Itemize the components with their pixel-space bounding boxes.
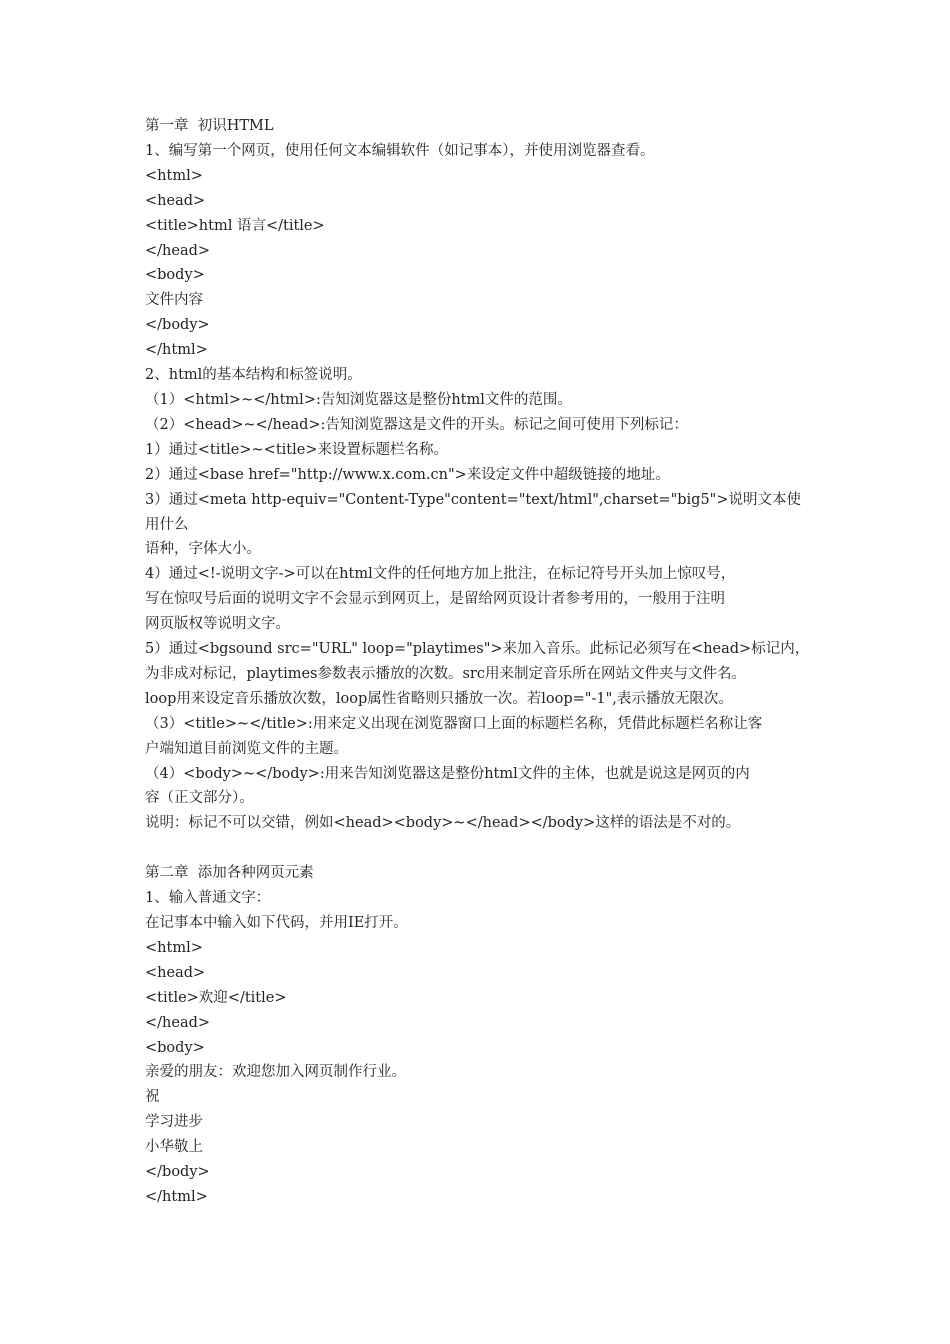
text-line: 语种，字体大小。 — [145, 541, 261, 558]
text-line: <body> — [145, 1039, 205, 1056]
text-line: 第二章 添加各种网页元素 — [145, 865, 314, 882]
text-line: 网页版权等说明文字。 — [145, 616, 290, 633]
text-line: <title>html 语言</title> — [145, 217, 325, 234]
text-line: 容（正文部分）。 — [145, 790, 254, 807]
text-line: 说明：标记不可以交错，例如<head><body>~</head></body>这样的语法是不对的。 — [145, 815, 741, 832]
text-line: 5）通过<bgsound src="URL" loop="playtimes">来加入音乐。此标记必须写在<head>标记内， — [145, 641, 810, 658]
text-line: </html> — [145, 1188, 208, 1205]
text-line: </html> — [145, 342, 208, 359]
text-line: <html> — [145, 167, 203, 184]
document-body — [145, 114, 811, 1210]
text-line: 1、输入普通文字： — [145, 890, 271, 907]
text-line: </head> — [145, 242, 211, 259]
text-line: 文件内容 — [145, 292, 203, 309]
blank-line — [145, 836, 811, 861]
text-line: <head> — [145, 964, 206, 981]
text-line: <html> — [145, 939, 203, 956]
text-line: 小华敬上 — [145, 1139, 203, 1156]
text-line: 学习进步 — [145, 1114, 203, 1131]
text-line: 2、html的基本结构和标签说明。 — [145, 367, 362, 384]
text-line: <title>欢迎</title> — [145, 989, 287, 1006]
text-line: 祝 — [145, 1089, 160, 1106]
text-line: 2）通过<base href="http://www.x.com.cn">来设定文件中超级链接的地址。 — [145, 466, 670, 483]
text-line: 为非成对标记，playtimes参数表示播放的次数。src用来制定音乐所在网站文件夹与文件名。 — [145, 665, 746, 682]
text-line: </body> — [145, 1164, 210, 1181]
text-line: 第一章 初识HTML — [145, 118, 274, 134]
text-line: （2）<head>~</head>:告知浏览器这是文件的开头。标记之间可使用下列标记： — [145, 416, 688, 433]
text-line: （3）<title>~</title>:用来定义出现在浏览器窗口上面的标题栏名称，凭借此标题栏名称让客 — [145, 715, 763, 732]
text-line: 1、编写第一个网页，使用任何文本编辑软件（如记事本），并使用浏览器查看。 — [145, 142, 655, 159]
text-line: 1）通过<title>~<title>来设置标题栏名称。 — [145, 441, 448, 458]
text-line: loop用来设定音乐播放次数，loop属性省略则只播放一次。若loop="-1",表示播放无限次。 — [145, 690, 733, 707]
text-line: （4）<body>~</body>:用来告知浏览器这是整份html文件的主体，也就是说这是网页的内 — [145, 765, 750, 782]
text-line: 在记事本中输入如下代码，并用IE打开。 — [145, 914, 408, 931]
text-line: </body> — [145, 317, 210, 334]
text-line: 户端知道目前浏览文件的主题。 — [145, 740, 348, 757]
text-line: 4）通过<!-说明文字->可以在html文件的任何地方加上批注，在标记符号开头加上惊叹号， — [145, 566, 736, 583]
text-line: <body> — [145, 267, 205, 284]
text-line: 写在惊叹号后面的说明文字不会显示到网页上，是留给网页设计者参考用的，一般用于注明 — [145, 591, 725, 608]
text-line: </head> — [145, 1014, 211, 1031]
text-line: 3）通过<meta http-equiv="Content-Type"content="text/html",charset="big5">说明文本使用什么 — [145, 491, 801, 533]
text-line: （1）<html>~</html>:告知浏览器这是整份html文件的范围。 — [145, 391, 572, 408]
text-line: 亲爱的朋友：欢迎您加入网页制作行业。 — [145, 1064, 406, 1081]
text-line: <head> — [145, 192, 206, 209]
